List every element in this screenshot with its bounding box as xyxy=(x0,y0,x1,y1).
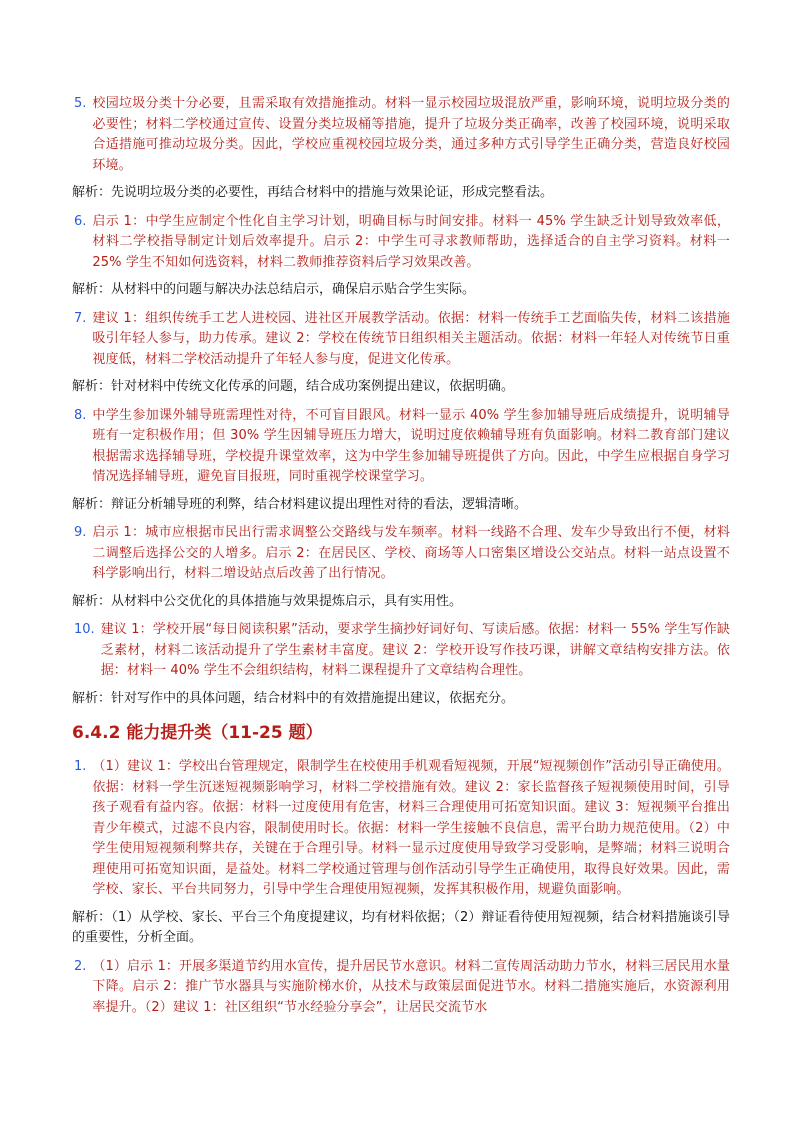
item-number: 9. xyxy=(74,525,87,540)
analysis-text: 解析：针对写作中的具体问题，结合材料中的有效措施提出建议，依据充分。 xyxy=(72,690,515,706)
answer-item xyxy=(72,309,730,371)
item-number: 6. xyxy=(74,213,87,229)
item-number: 8. xyxy=(74,407,87,423)
item-number: 2. xyxy=(74,958,87,974)
analysis-text: 解析：从材料中的问题与解决办法总结启示，确保启示贴合学生实际。 xyxy=(72,282,476,297)
answer-item xyxy=(72,523,730,585)
analysis-text: 解析：针对材料中传统文化传承的问题，结合成功案例提出建议，依据明确。 xyxy=(72,379,515,394)
answer-text: 校园垃圾分类十分必要，且需采取有效措施推动。材料一显示校园垃圾混放严重，影响环境，说明垃圾分类的必要性；材料二学校通过宣传、设置分类垃圾桶等措施，提升了垃圾分类正确率，改善了校园环境，说明采取合适措施可推动垃圾分类。因此，学校应重视校园垃圾分类，通过多种方式引导学生正确分类，营造良好校园环境。 xyxy=(92,96,730,173)
analysis-text: 解析：从材料中公交优化的具体措施与效果提炼启示，具有实用性。 xyxy=(72,593,463,609)
answer-text: （1）启示 1：开展多渠道节约用水宣传，提升居民节水意识。材料二宣传周活动助力节水，材料三居民用水量下降。启示 2：推广节水器具与实施阶梯水价，从技术与政策层面促进节水。材料二措施实施后，水资源利用率提升。（2）建议 1：社区组织“节水经验分享会”，让居民交流节水 xyxy=(92,958,730,1015)
analysis-text: 解析：先说明垃圾分类的必要性，再结合材料中的措施与效果论证，形成完整看法。 xyxy=(72,185,554,200)
section-heading: 6.4.2 能力提升类（11-25 题） xyxy=(72,723,323,743)
answer-item xyxy=(72,94,730,176)
item-number: 7. xyxy=(74,310,87,326)
answer-text: 建议 1：学校开展“每日阅读积累”活动，要求学生摘抄好词好句、写读后感。依据：材料一 55% 学生写作缺乏素材，材料二该活动提升了学生素材丰富度。建议 2：学校开设写作技巧课，讲解文章结构安排方法。依据：材料一 40% 学生不会组织结构，材料二课程提升了文章结构合理性。 xyxy=(100,622,730,678)
analysis-text: 解析：（1）从学校、家长、平台三个角度提建议，均有材料依据；（2）辩证看待使用短视频，结合材料措施谈引导的重要性，分析全面。 xyxy=(72,909,730,945)
answer-item xyxy=(72,212,730,274)
answer-text: 启示 1：中学生应制定个性化自主学习计划，明确目标与时间安排。材料一 45% 学生缺乏计划导致效率低，材料二学校指导制定计划后效率提升。启示 2：中学生可寻求教师帮助，选择适合的自主学习资料。材料一 25% 学生不知如何选资料，材料二教师推荐资料后学习效果改善。 xyxy=(92,213,730,270)
analysis-text: 解析：辩证分析辅导班的利弊，结合材料建议提出理性对待的看法，逻辑清晰。 xyxy=(72,496,528,512)
answer-item xyxy=(72,757,730,901)
answer-list-advanced xyxy=(72,757,730,1018)
item-number: 1. xyxy=(74,759,87,774)
answer-list-basic xyxy=(72,94,730,709)
answer-item xyxy=(72,957,730,1019)
answer-item xyxy=(72,620,730,682)
answer-item xyxy=(72,406,730,488)
answer-text: 中学生参加课外辅导班需理性对待，不可盲目跟风。材料一显示 40% 学生参加辅导班后成绩提升，说明辅导班有一定积极作用；但 30% 学生因辅导班压力增大，说明过度依赖辅导班有负面影响。材料二教育部门建议根据需求选择辅导班，学校提升课堂效率，这为中学生参加辅导班提供了方向。因此，中学生应根据自身学习情况选择辅导班，避免盲目报班，同时重视学校课堂学习。 xyxy=(92,407,730,484)
answer-text: （1）建议 1：学校出台管理规定，限制学生在校使用手机观看短视频，开展“短视频创作”活动引导正确使用。依据：材料一学生沉迷短视频影响学习，材料二学校措施有效。建议 2：家长监督孩子短视频使用时间，引导孩子观看有益内容。依据：材料一过度使用有危害，材料三合理使用可拓宽知识面。建议 3：短视频平台推出青少年模式，过滤不良内容，限制使用时长。依据：材料一学生接触不良信息，需平台助力规范使用。（2）中学生使用短视频利弊共存，关键在于合理引导。材料一显示过度使用导致学习受影响，是弊端；材料三说明合理使用可拓宽知识面，是益处。材料二学校通过管理与创作活动引导学生正确使用，取得良好效果。因此，需学校、家长、平台共同努力，引导中学生合理使用短视频，发挥其积极作用，规避负面影响。 xyxy=(92,759,730,897)
item-number: 10. xyxy=(74,622,95,637)
item-number: 5. xyxy=(74,96,87,111)
answer-text: 启示 1：城市应根据市民出行需求调整公交路线与发车频率。材料一线路不合理、发车少导致出行不便，材料二调整后选择公交的人增多。启示 2：在居民区、学校、商场等人口密集区增设公交站点。材料一站点设置不科学影响出行，材料二增设站点后改善了出行情况。 xyxy=(92,525,730,581)
answer-text: 建议 1：组织传统手工艺人进校园、进社区开展教学活动。依据：材料一传统手工艺面临失传，材料二该措施吸引年轻人参与，助力传承。建议 2：学校在传统节日组织相关主题活动。依据：材料一年轻人对传统节日重视度低，材料二学校活动提升了年轻人参与度，促进文化传承。 xyxy=(92,310,730,367)
